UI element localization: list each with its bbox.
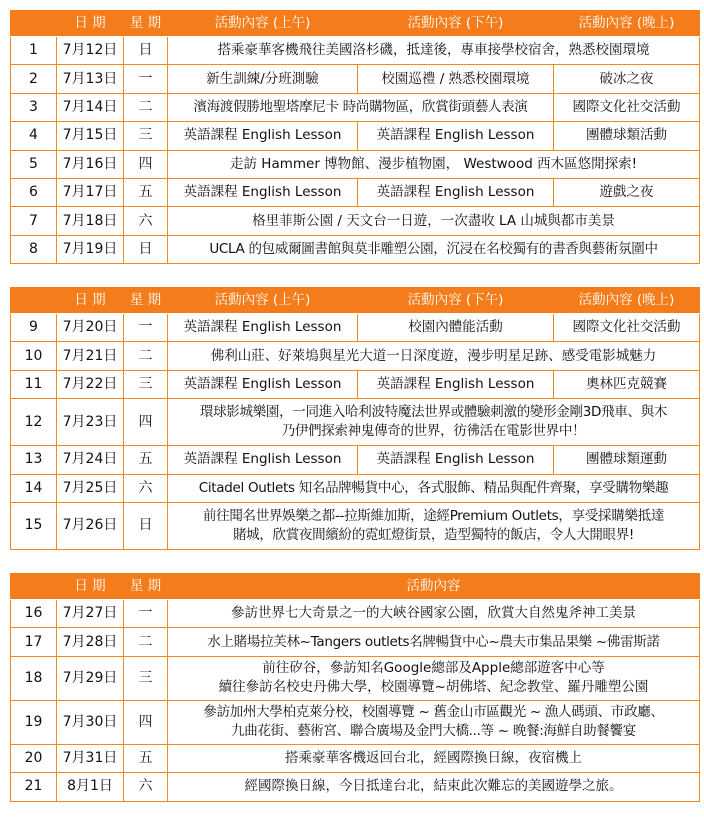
- activity-line-1: 前往矽谷，參訪知名Google總部及Apple總部遊客中心等: [262, 660, 605, 677]
- activity-line-1: 參訪加州大學柏克萊分校，校園導覽 ~ 舊金山市區觀光 ~ 漁人碼頭、市政廳、: [203, 704, 664, 721]
- activity-full-day: 搭乘豪華客機飛往美國洛杉磯，抵達後，專車接學校宿舍，熟悉校園環境: [168, 37, 700, 65]
- day-weekday: 三: [124, 656, 168, 700]
- day-weekday: 四: [124, 150, 168, 178]
- day-weekday: 四: [124, 700, 168, 744]
- day-weekday: 二: [124, 93, 168, 121]
- table-row: [11, 474, 700, 502]
- activity-am: 英語課程 English Lesson: [168, 178, 358, 206]
- activity-full-day: 走訪 Hammer 博物館、漫步植物園， Westwood 西木區悠閒探索!: [168, 150, 700, 178]
- day-date: 7月16日: [57, 150, 124, 178]
- activity-line-2: 賭城，欣賞夜間繽紛的霓虹燈街景，造型獨特的飯店，令人大開眼界!: [232, 526, 635, 543]
- table-row: [11, 502, 700, 549]
- day-weekday: 日: [124, 37, 168, 65]
- header-date: 日 期: [57, 11, 124, 37]
- day-weekday: 日: [124, 235, 168, 263]
- activity-full-day: [168, 700, 700, 744]
- activity-eve: 國際文化社交活動: [554, 314, 700, 342]
- header-num: [11, 11, 57, 37]
- header-row: [11, 574, 700, 600]
- header-pm: 活動內容 (下午): [358, 11, 554, 37]
- activity-pm: 校園巡禮 / 熟悉校園環境: [358, 65, 554, 93]
- day-number: 19: [11, 700, 57, 744]
- table-row: [11, 207, 700, 235]
- header-eve: 活動內容 (晚上): [554, 11, 700, 37]
- activity-full-day: 搭乘豪華客機返回台北，經國際換日線，夜宿機上: [168, 744, 700, 772]
- table-row: [11, 65, 700, 93]
- day-weekday: 二: [124, 342, 168, 370]
- day-number: 8: [11, 235, 57, 263]
- schedule-table-week3: [10, 573, 700, 802]
- activity-am: 英語課程 English Lesson: [168, 370, 358, 398]
- day-number: 15: [11, 502, 57, 549]
- day-date: 7月23日: [57, 399, 124, 446]
- day-date: 8月1日: [57, 773, 124, 801]
- activity-line-1: 環球影城樂園，一同進入哈利波特魔法世界或體驗刺激的變形金剛3D飛車、與木: [199, 404, 668, 421]
- schedule-table-week2: [10, 287, 700, 550]
- table-row: [11, 122, 700, 150]
- day-date: 7月24日: [57, 446, 124, 474]
- day-weekday: 二: [124, 628, 168, 656]
- table-row: [11, 744, 700, 772]
- header-eve: 活動內容 (晚上): [554, 288, 700, 314]
- table-row: [11, 700, 700, 744]
- header-num: [11, 574, 57, 600]
- activity-eve: 奧林匹克競賽: [554, 370, 700, 398]
- table-row: [11, 600, 700, 628]
- schedule-table-week1: [10, 10, 700, 264]
- day-date: 7月29日: [57, 656, 124, 700]
- day-number: 16: [11, 600, 57, 628]
- activity-am: 英語課程 English Lesson: [168, 446, 358, 474]
- activity-full-day: [168, 399, 700, 446]
- table-row: [11, 399, 700, 446]
- activity-eve: 破冰之夜: [554, 65, 700, 93]
- day-weekday: 六: [124, 474, 168, 502]
- day-weekday: 一: [124, 65, 168, 93]
- day-number: 13: [11, 446, 57, 474]
- day-date: 7月31日: [57, 744, 124, 772]
- activity-eve: 遊戲之夜: [554, 178, 700, 206]
- day-date: 7月22日: [57, 370, 124, 398]
- day-number: 1: [11, 37, 57, 65]
- table-row: [11, 37, 700, 65]
- day-date: 7月17日: [57, 178, 124, 206]
- header-row: [11, 288, 700, 314]
- day-date: 7月28日: [57, 628, 124, 656]
- day-date: 7月26日: [57, 502, 124, 549]
- header-activity: 活動內容: [168, 574, 700, 600]
- activity-full-day: [168, 502, 700, 549]
- activity-full-day: [168, 656, 700, 700]
- day-weekday: 五: [124, 178, 168, 206]
- activity-line-2: 續往參訪名校史丹佛大學，校園導覽~胡佛塔、紀念教堂、羅丹雕塑公園: [218, 679, 649, 696]
- activity-am: 英語課程 English Lesson: [168, 314, 358, 342]
- day-number: 9: [11, 314, 57, 342]
- day-number: 18: [11, 656, 57, 700]
- day-weekday: 三: [124, 370, 168, 398]
- activity-pm: 英語課程 English Lesson: [358, 446, 554, 474]
- activity-line-2: 乃伊們探索神鬼傳奇的世界，彷彿活在電影世界中！: [281, 423, 586, 440]
- day-date: 7月30日: [57, 700, 124, 744]
- day-date: 7月20日: [57, 314, 124, 342]
- day-number: 6: [11, 178, 57, 206]
- day-date: 7月12日: [57, 37, 124, 65]
- table-row: [11, 235, 700, 263]
- table-row: [11, 628, 700, 656]
- activity-am: 新生訓練/分班測驗: [168, 65, 358, 93]
- activity-full-day: 格里菲斯公園 / 天文台一日遊，一次盡收 LA 山城與都市美景: [168, 207, 700, 235]
- day-weekday: 三: [124, 122, 168, 150]
- table-row: [11, 446, 700, 474]
- day-weekday: 六: [124, 207, 168, 235]
- activity-pm: 校園內體能活動: [358, 314, 554, 342]
- day-number: 12: [11, 399, 57, 446]
- day-number: 2: [11, 65, 57, 93]
- day-number: 20: [11, 744, 57, 772]
- day-weekday: 五: [124, 446, 168, 474]
- day-number: 21: [11, 773, 57, 801]
- activity-am: 英語課程 English Lesson: [168, 122, 358, 150]
- activity-eve: 團體球類運動: [554, 446, 700, 474]
- day-number: 3: [11, 93, 57, 121]
- table-row: [11, 370, 700, 398]
- day-weekday: 一: [124, 600, 168, 628]
- table-row: [11, 93, 700, 121]
- day-date: 7月25日: [57, 474, 124, 502]
- day-weekday: 日: [124, 502, 168, 549]
- table-row: [11, 773, 700, 801]
- header-pm: 活動內容 (下午): [358, 288, 554, 314]
- day-number: 7: [11, 207, 57, 235]
- day-date: 7月13日: [57, 65, 124, 93]
- header-row: [11, 11, 700, 37]
- header-am: 活動內容 (上午): [168, 11, 358, 37]
- day-number: 10: [11, 342, 57, 370]
- activity-full-day: 經國際換日線，今日抵達台北，結束此次難忘的美國遊學之旅。: [168, 773, 700, 801]
- day-date: 7月14日: [57, 93, 124, 121]
- activity-eve: 團體球類活動: [554, 122, 700, 150]
- header-weekday: 星 期: [124, 288, 168, 314]
- activity-full-day: Citadel Outlets 知名品牌暢貨中心，各式服飾、精品與配件齊聚，享受購物樂趣: [168, 474, 700, 502]
- day-date: 7月27日: [57, 600, 124, 628]
- day-number: 17: [11, 628, 57, 656]
- header-date: 日 期: [57, 288, 124, 314]
- header-date: 日 期: [57, 574, 124, 600]
- table-row: [11, 150, 700, 178]
- day-weekday: 五: [124, 744, 168, 772]
- day-weekday: 六: [124, 773, 168, 801]
- activity-full-day: UCLA 的包威爾圖書館與莫非雕塑公園，沉浸在名校獨有的書香與藝術氛圍中: [168, 235, 700, 263]
- day-number: 4: [11, 122, 57, 150]
- day-date: 7月18日: [57, 207, 124, 235]
- header-am: 活動內容 (上午): [168, 288, 358, 314]
- day-number: 5: [11, 150, 57, 178]
- activity-pm: 英語課程 English Lesson: [358, 370, 554, 398]
- day-number: 14: [11, 474, 57, 502]
- activity-full-day: 佛利山莊、好萊塢與星光大道一日深度遊，漫步明星足跡、感受電影城魅力: [168, 342, 700, 370]
- table-row: [11, 656, 700, 700]
- activity-line-1: 前往聞名世界娛樂之都--拉斯維加斯，途經Premium Outlets，享受採購樂抵達: [202, 507, 665, 524]
- table-row: [11, 178, 700, 206]
- activity-full-day: 水上賭場拉芙林~Tangers outlets名牌暢貨中心~農夫市集品果樂 ~佛雷斯諾: [168, 628, 700, 656]
- day-date: 7月19日: [57, 235, 124, 263]
- activity-am-pm: 濱海渡假勝地聖塔摩尼卡 時尚購物區，欣賞街頭藝人表演: [168, 93, 554, 121]
- activity-full-day: 參訪世界七大奇景之一的大峽谷國家公園，欣賞大自然鬼斧神工美景: [168, 600, 700, 628]
- table-row: [11, 342, 700, 370]
- day-date: 7月21日: [57, 342, 124, 370]
- header-weekday: 星 期: [124, 574, 168, 600]
- activity-pm: 英語課程 English Lesson: [358, 178, 554, 206]
- day-date: 7月15日: [57, 122, 124, 150]
- day-weekday: 一: [124, 314, 168, 342]
- header-num: [11, 288, 57, 314]
- activity-pm: 英語課程 English Lesson: [358, 122, 554, 150]
- table-row: [11, 314, 700, 342]
- activity-line-2: 九曲花街、藝術宮、聯合廣場及金門大橋...等 ~ 晚餐:海鮮自助餐饗宴: [231, 723, 636, 740]
- day-weekday: 四: [124, 399, 168, 446]
- activity-eve: 國際文化社交活動: [554, 93, 700, 121]
- header-weekday: 星 期: [124, 11, 168, 37]
- day-number: 11: [11, 370, 57, 398]
